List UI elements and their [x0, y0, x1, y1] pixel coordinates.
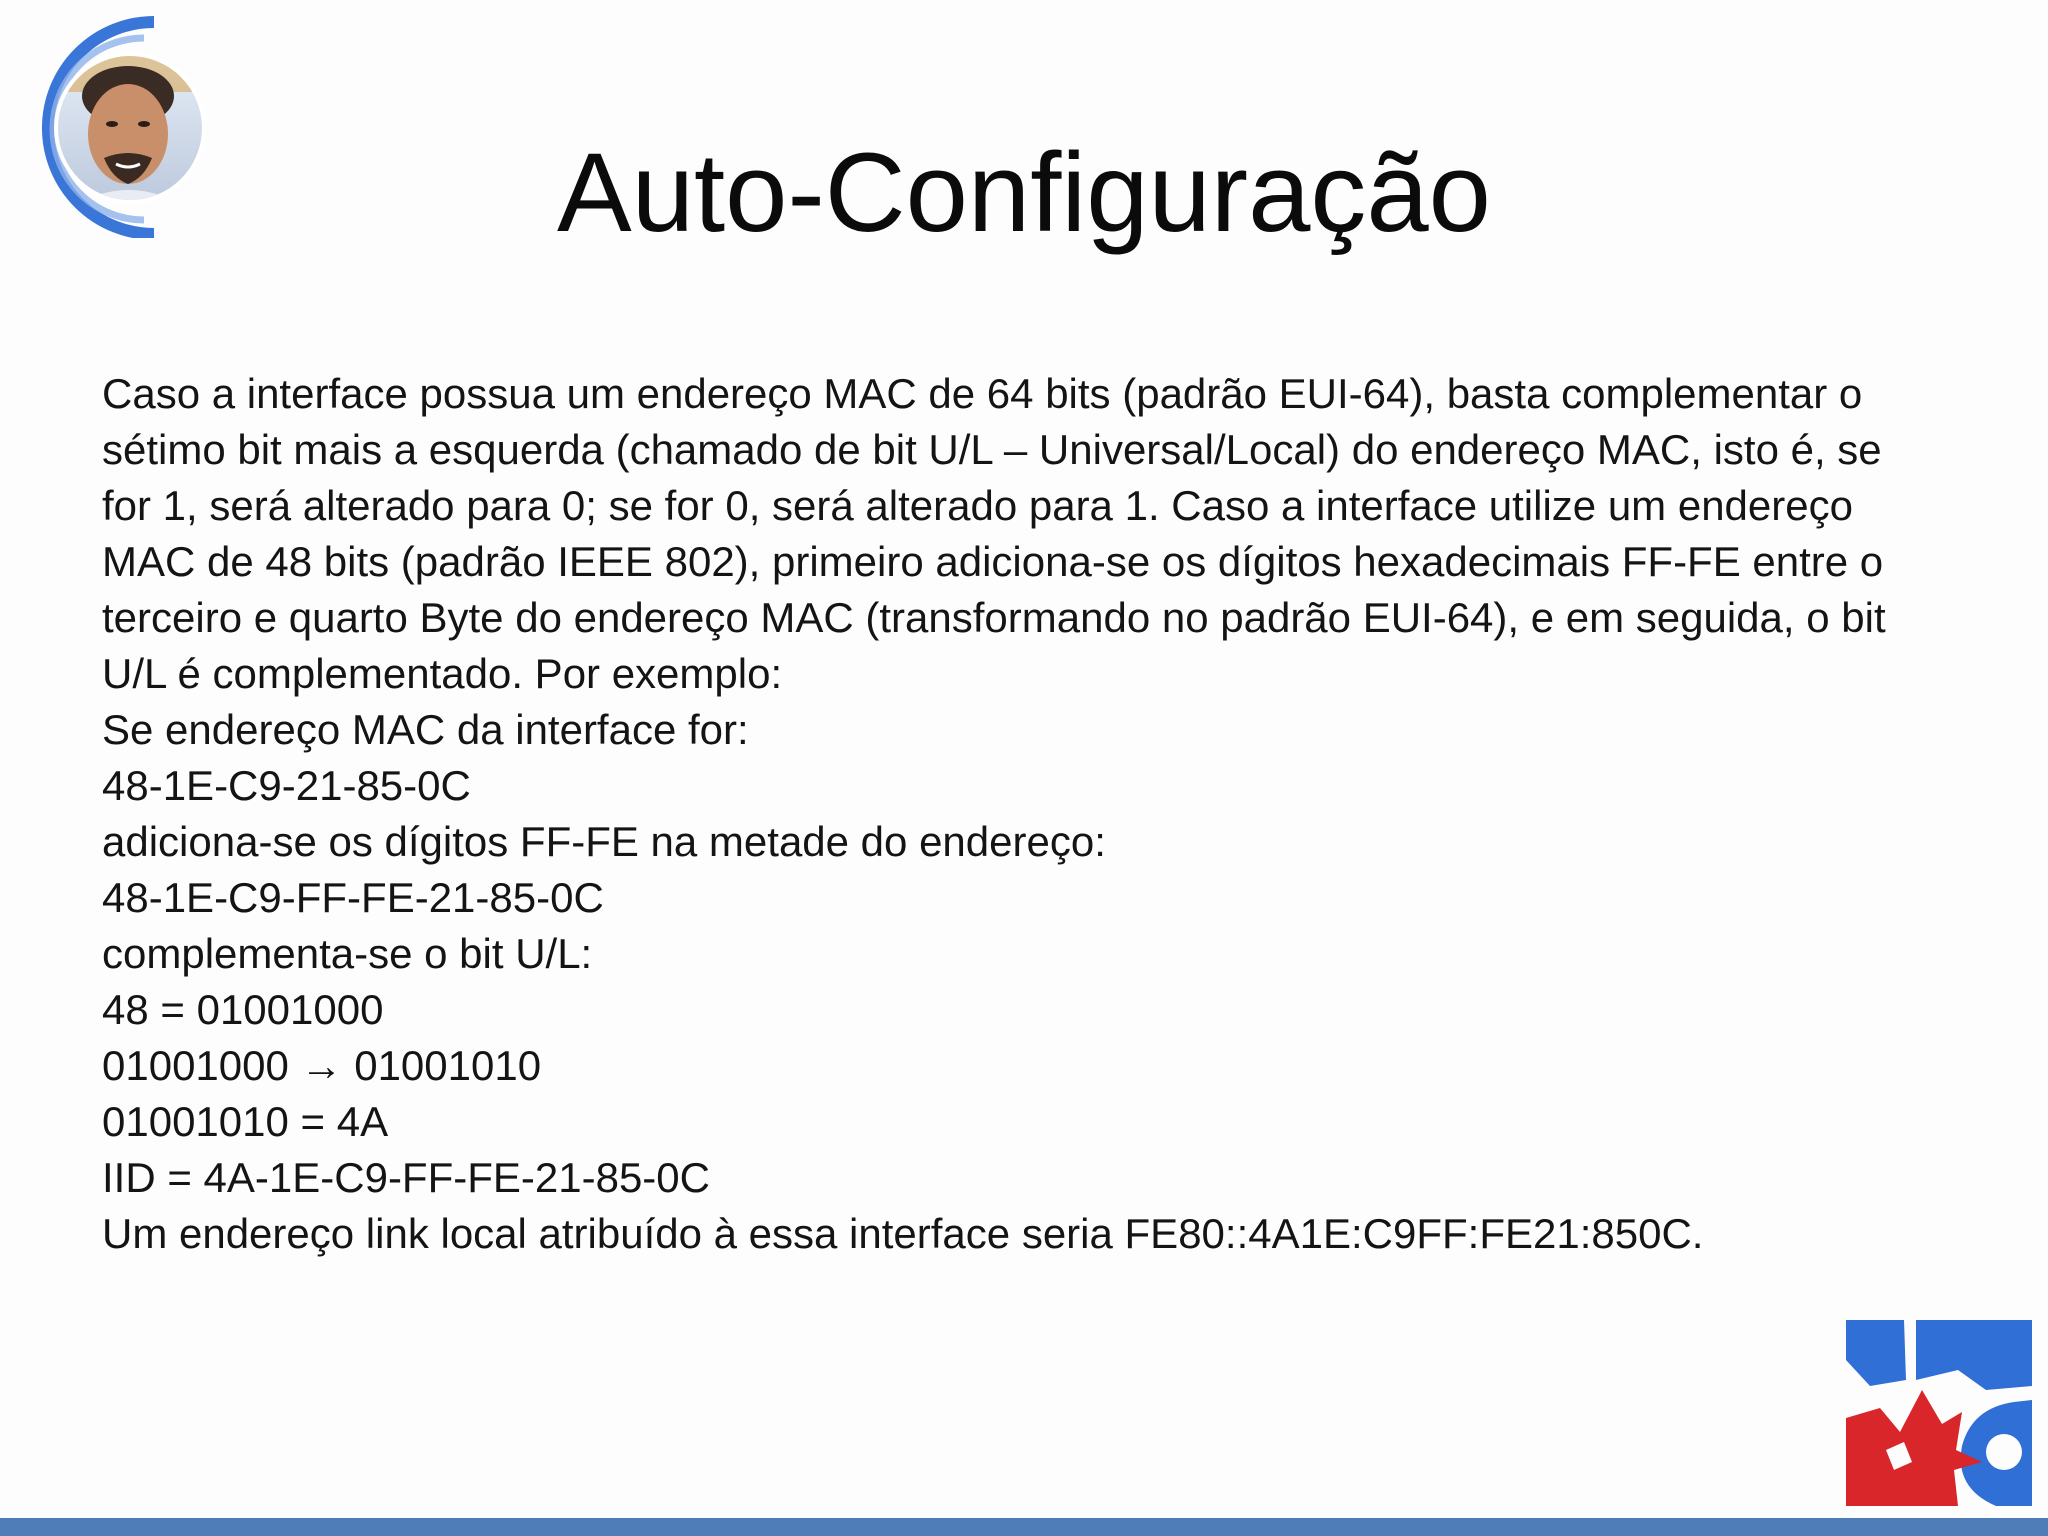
text-line-binary-4a: 01001010 = 4A	[102, 1098, 389, 1145]
text-line-binary-flip: 01001000 → 01001010	[102, 1042, 542, 1089]
text-line-binary-48: 48 = 01001000	[102, 986, 384, 1033]
text-line-add-fffe: adiciona-se os dígitos FF-FE na metade do endereço:	[102, 818, 1106, 865]
slide-body	[102, 366, 2002, 1262]
text-line-iid: IID = 4A-1E-C9-FF-FE-21-85-0C	[102, 1154, 710, 1201]
intro-paragraph: Caso a interface possua um endereço MAC de 64 bits (padrão EUI-64), basta complementar o sétimo bit mais a esquerda (chamado de bit U/L – Universal/Local) do endereço MAC, isto é, se for 1, será alterado para 0; se for 0, será alterado para 1. Caso a interface utilize um endereço MAC de 48 bits (padrão IEEE 802), primeiro adiciona-se os dígitos hexadecimais FF-FE entre o terceiro e quarto Byte do endereço MAC (transformando no padrão EUI-64), e em seguida, o bit U/L é complementado. Por exemplo:	[102, 370, 1886, 697]
slide-title: Auto-Configuração	[557, 130, 1491, 255]
text-line-mac-address: 48-1E-C9-21-85-0C	[102, 762, 471, 809]
text-line-eui64-address: 48-1E-C9-FF-FE-21-85-0C	[102, 874, 604, 921]
mc-logo	[1846, 1320, 2032, 1506]
text-line-link-local: Um endereço link local atribuído à essa interface seria FE80::4A1E:C9FF:FE21:850C.	[102, 1210, 1704, 1257]
text-line-complement-ul: complementa-se o bit U/L:	[102, 930, 593, 977]
text-line-mac-intro: Se endereço MAC da interface for:	[102, 706, 749, 753]
bottom-bar	[0, 1518, 2048, 1536]
